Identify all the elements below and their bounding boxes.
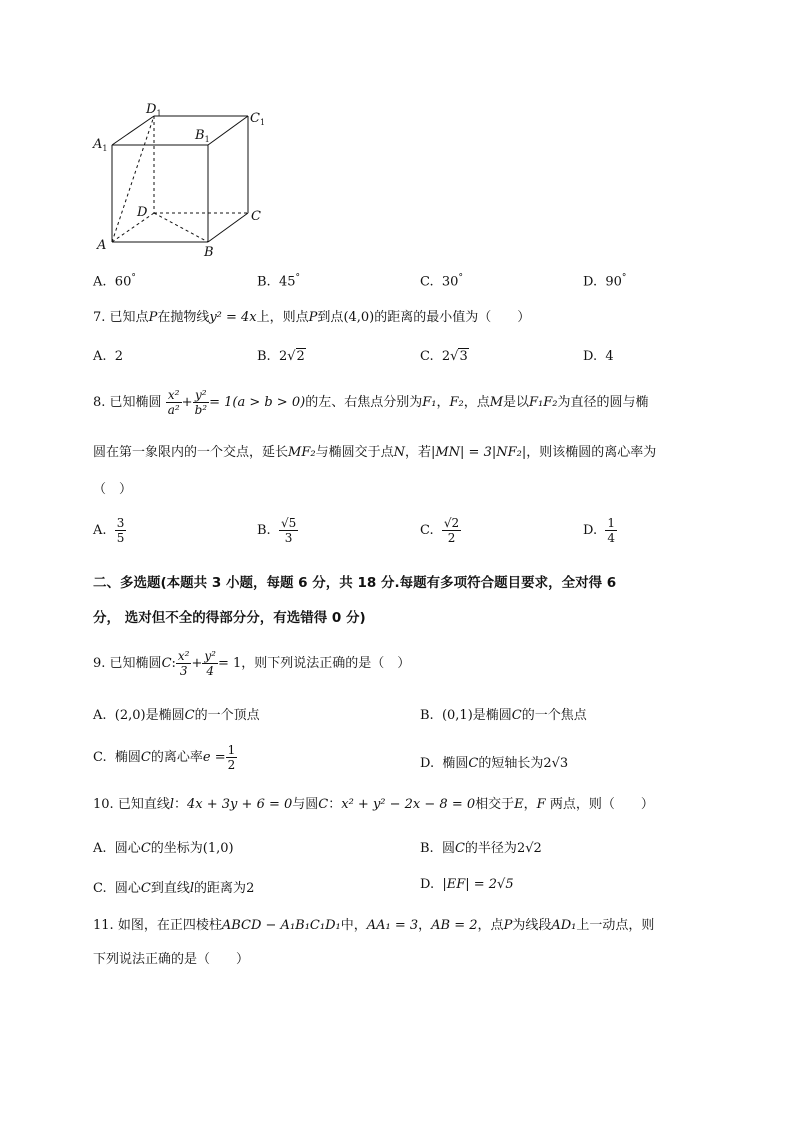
q7-option-c: C. 2√3 [420,349,468,364]
q10-stem: 10. 已知直线l：4x + 3y + 6 = 0与圆C：x² + y² − 2x − 8 = 0相交于E，F 两点，则（ ） [93,797,654,812]
q8-stem-line2: 圆在第一象限内的一个交点，延长MF₂与椭圆交于点N，若|MN| = 3|NF₂|，则该椭圆的离心率为 [93,445,657,460]
q6-option-c: C. 30° [420,273,463,290]
q11-stem-line1: 11. 如图，在正四棱柱ABCD − A₁B₁C₁D₁中，AA₁ = 3，AB = 2，点P为线段AD₁上一动点，则 [93,918,655,933]
q8-option-c: C. $\frac{√2}{2}$ [420,516,460,545]
label-C1: $C_1$ [250,111,266,127]
section2-heading-line1: 二、多选题(本题共 3 小题，每题 6 分，共 18 分.每题有多项符合题目要求，全对得 6 [93,575,617,591]
q8-stem-line1: 8. 已知椭圆 $\frac{\text{x²}}{\text{a²}}$ + $\frac{\text{y²}}{\text{b²}}$ = 1(a > b > 0)的左、右焦点分别为F₁，F₂，点M是以F₁F₂为直径的圆与椭 [93,388,649,417]
q6-option-b: B. 45° [257,273,300,290]
label-B1: $B_1$ [195,128,210,144]
label-B: B [204,245,214,260]
label-A: A [97,238,107,253]
section2-heading-line2: 分， 选对但不全的得部分分，有选错得 0 分) [93,610,366,626]
q8-paren: （ ） [93,482,133,497]
q8-option-a: A. $\frac{3}{5}$ [93,516,125,545]
q9-option-a: A. (2,0)是椭圆C的一个顶点 [93,708,260,723]
q9-option-b: B. (0,1)是椭圆C的一个焦点 [420,708,587,723]
label-A1: $A_1$ [93,137,108,153]
label-D1: $D_1$ [146,102,162,118]
q7-option-b: B. 2√2 [257,349,305,364]
q9-option-c: C. 椭圆C的离心率e = $\frac{1}{2}$ [93,743,236,772]
q6-option-a: A. 60° [93,273,136,290]
label-C: C [251,209,261,224]
q7-option-d: D. 4 [583,349,614,364]
q8-option-b: B. $\frac{√5}{3}$ [257,516,297,545]
q11-stem-line2: 下列说法正确的是（ ） [93,952,250,967]
q6-option-d: D. 90° [583,273,627,290]
label-D: D [137,205,148,220]
q10-option-c: C. 圆心C到直线l的距离为2 [93,881,255,896]
cube-figure [90,98,280,263]
q9-option-d: D. 椭圆C的短轴长为2√3 [420,756,569,771]
q8-option-d: D. $\frac{1}{4}$ [583,516,615,545]
q9-stem: 9. 已知椭圆C: $\frac{\text{x²}}{3}$ + $\frac{\text{y²}}{4}$ = 1，则下列说法正确的是（ ） [93,649,411,678]
q7-option-a: A. 2 [93,349,124,364]
q7-stem: 7. 已知点P在抛物线y² = 4x上，则点P到点(4,0)的距离的最小值为（ ） [93,310,531,325]
q10-option-a: A. 圆心C的坐标为(1,0) [93,841,234,856]
q10-option-d: D. |EF| = 2√5 [420,877,514,892]
q10-option-b: B. 圆C的半径为2√2 [420,841,542,856]
